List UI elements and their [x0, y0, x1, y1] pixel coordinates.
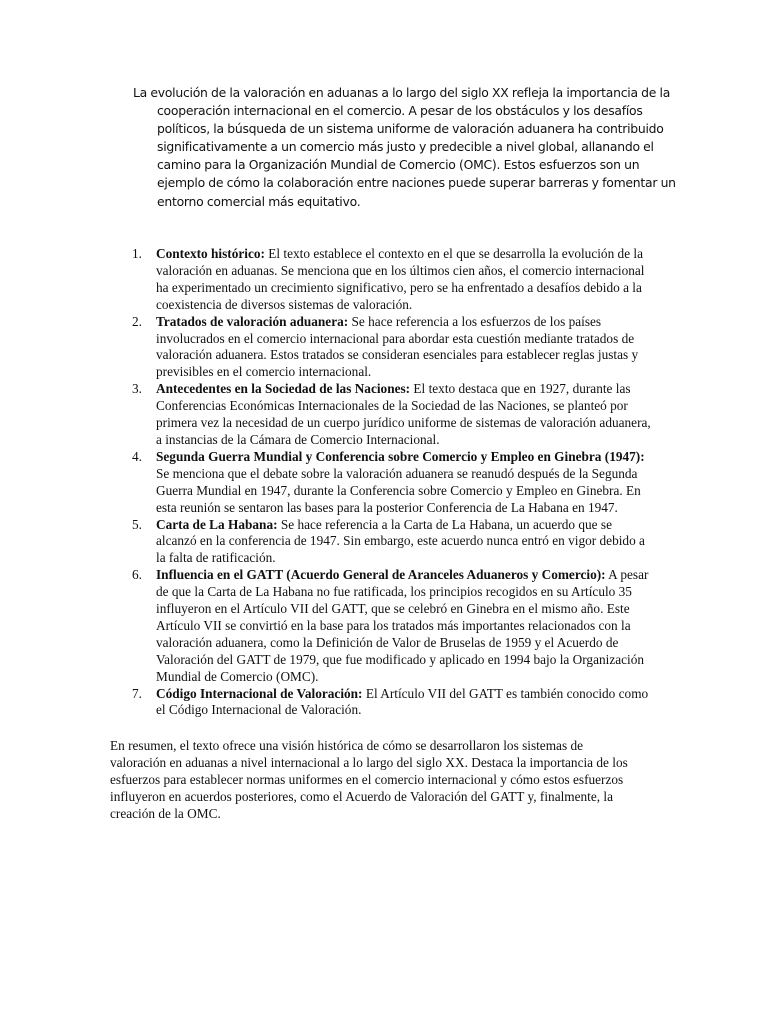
list-item-number: 4.: [132, 448, 142, 464]
list-item: [112, 246, 654, 314]
list-item-title: Tratados de valoración aduanera:: [156, 313, 349, 329]
list-item-title: Código Internacional de Valoración:: [156, 685, 363, 701]
list-item-number: 7.: [132, 685, 142, 701]
list-item-title: Segunda Guerra Mundial y Conferencia sobre Comercio y Empleo en Ginebra (1947):: [156, 448, 645, 464]
numbered-list: [112, 246, 654, 719]
list-item-text: El texto establece el contexto en el que se desarrolla la evolución de la valoración en aduanas. Se menciona que en los últimos cien años, el comercio internacional ha experimentado un crecimiento significativo, pero se ha enfrentado a desafíos debido a la coexistencia de diversos sistemas de valoración.: [156, 246, 645, 312]
list-item: [112, 314, 654, 382]
list-item: [112, 517, 654, 568]
list-item-number: 2.: [132, 313, 142, 329]
list-item: [112, 686, 654, 720]
list-item-text: Se hace referencia a los esfuerzos de los países involucrados en el comercio internacional para abordar esta cuestión mediante tratados de valoración aduanera. Estos tratados se consideran esenciales para establecer reglas justas y previsibles en el comercio internacional.: [156, 313, 639, 380]
list-item-number: 6.: [132, 567, 142, 583]
list-item-text: El Artículo VII del GATT es también conocido como el Código Internacional de Valoración.: [156, 685, 649, 718]
list-item-text: Se hace referencia a la Carta de La Habana, un acuerdo que se alcanzó en la conferencia de 1947. Sin embargo, este acuerdo nunca entró en vigor debido a la falta de ratificación.: [156, 516, 645, 566]
list-item-text: A pesar de que la Carta de La Habana no fue ratificada, los principios recogidos en su Artículo 35 influyeron en el Artículo VII del GATT, que se celebró en Ginebra en el mismo año. Este Artículo VII se convirtió en la base para los tratados más importantes relacionados con la valoración aduanera, como la Definición de Valor de Bruselas de 1959 y el Acuerdo de Valoración del GATT de 1979, que fue modificado y aplicado en 1994 bajo la Organización Mundial de Comercio (OMC).: [156, 567, 649, 684]
list-item-title: Contexto histórico:: [156, 246, 265, 261]
intro-paragraph: La evolución de la valoración en aduanas a lo largo del siglo XX refleja la importancia de la cooperación internacional en el comercio. A pesar de los obstáculos y los desafíos políticos, la búsqueda de un sistema uniforme de valoración aduanera ha contribuido significativamente a un comercio más justo y predecible a nivel global, allanando el camino para la Organización Mundial de Comercio (OMC). Estos esfuerzos son un ejemplo de cómo la colaboración entre naciones puede superar barreras y fomentar un entorno comercial más equitativo.: [133, 85, 676, 209]
list-item-title: Influencia en el GATT (Acuerdo General de Aranceles Aduaneros y Comercio):: [156, 567, 606, 583]
list-item-title: Antecedentes en la Sociedad de las Naciones:: [156, 381, 411, 397]
list-item-number: 3.: [132, 381, 142, 397]
list-item-number: 5.: [132, 516, 142, 532]
list-item-title: Carta de La Habana:: [156, 516, 278, 532]
summary-paragraph: En resumen, el texto ofrece una visión histórica de cómo se desarrollaron los sistemas de valoración en aduanas a nivel internacional a lo largo del siglo XX. Destaca la importancia de los esfuerzos para establecer normas uniformes en el comercio internacional y cómo estos esfuerzos influyeron en acuerdos posteriores, como el Acuerdo de Valoración del GATT y, finalmente, la creación de la OMC.: [110, 738, 628, 821]
list-item: [112, 381, 654, 449]
list-item: [112, 567, 654, 685]
list-item-text: Se menciona que el debate sobre la valoración aduanera se reanudó después de la Segunda Guerra Mundial en 1947, durante la Conferencia sobre Comercio y Empleo en Ginebra. En esta reunión se sentaron las bases para la posterior Conferencia de La Habana en 1947.: [156, 465, 641, 515]
list-item-text: El texto destaca que en 1927, durante las Conferencias Económicas Internacionales de la Sociedad de las Naciones, se planteó por primera vez la necesidad de un cuerpo jurídico uniforme de sistemas de valoración aduanera, a instancias de la Cámara de Comercio Internacional.: [156, 381, 651, 447]
list-item-number: 1.: [132, 246, 142, 261]
list-item: [112, 449, 654, 517]
